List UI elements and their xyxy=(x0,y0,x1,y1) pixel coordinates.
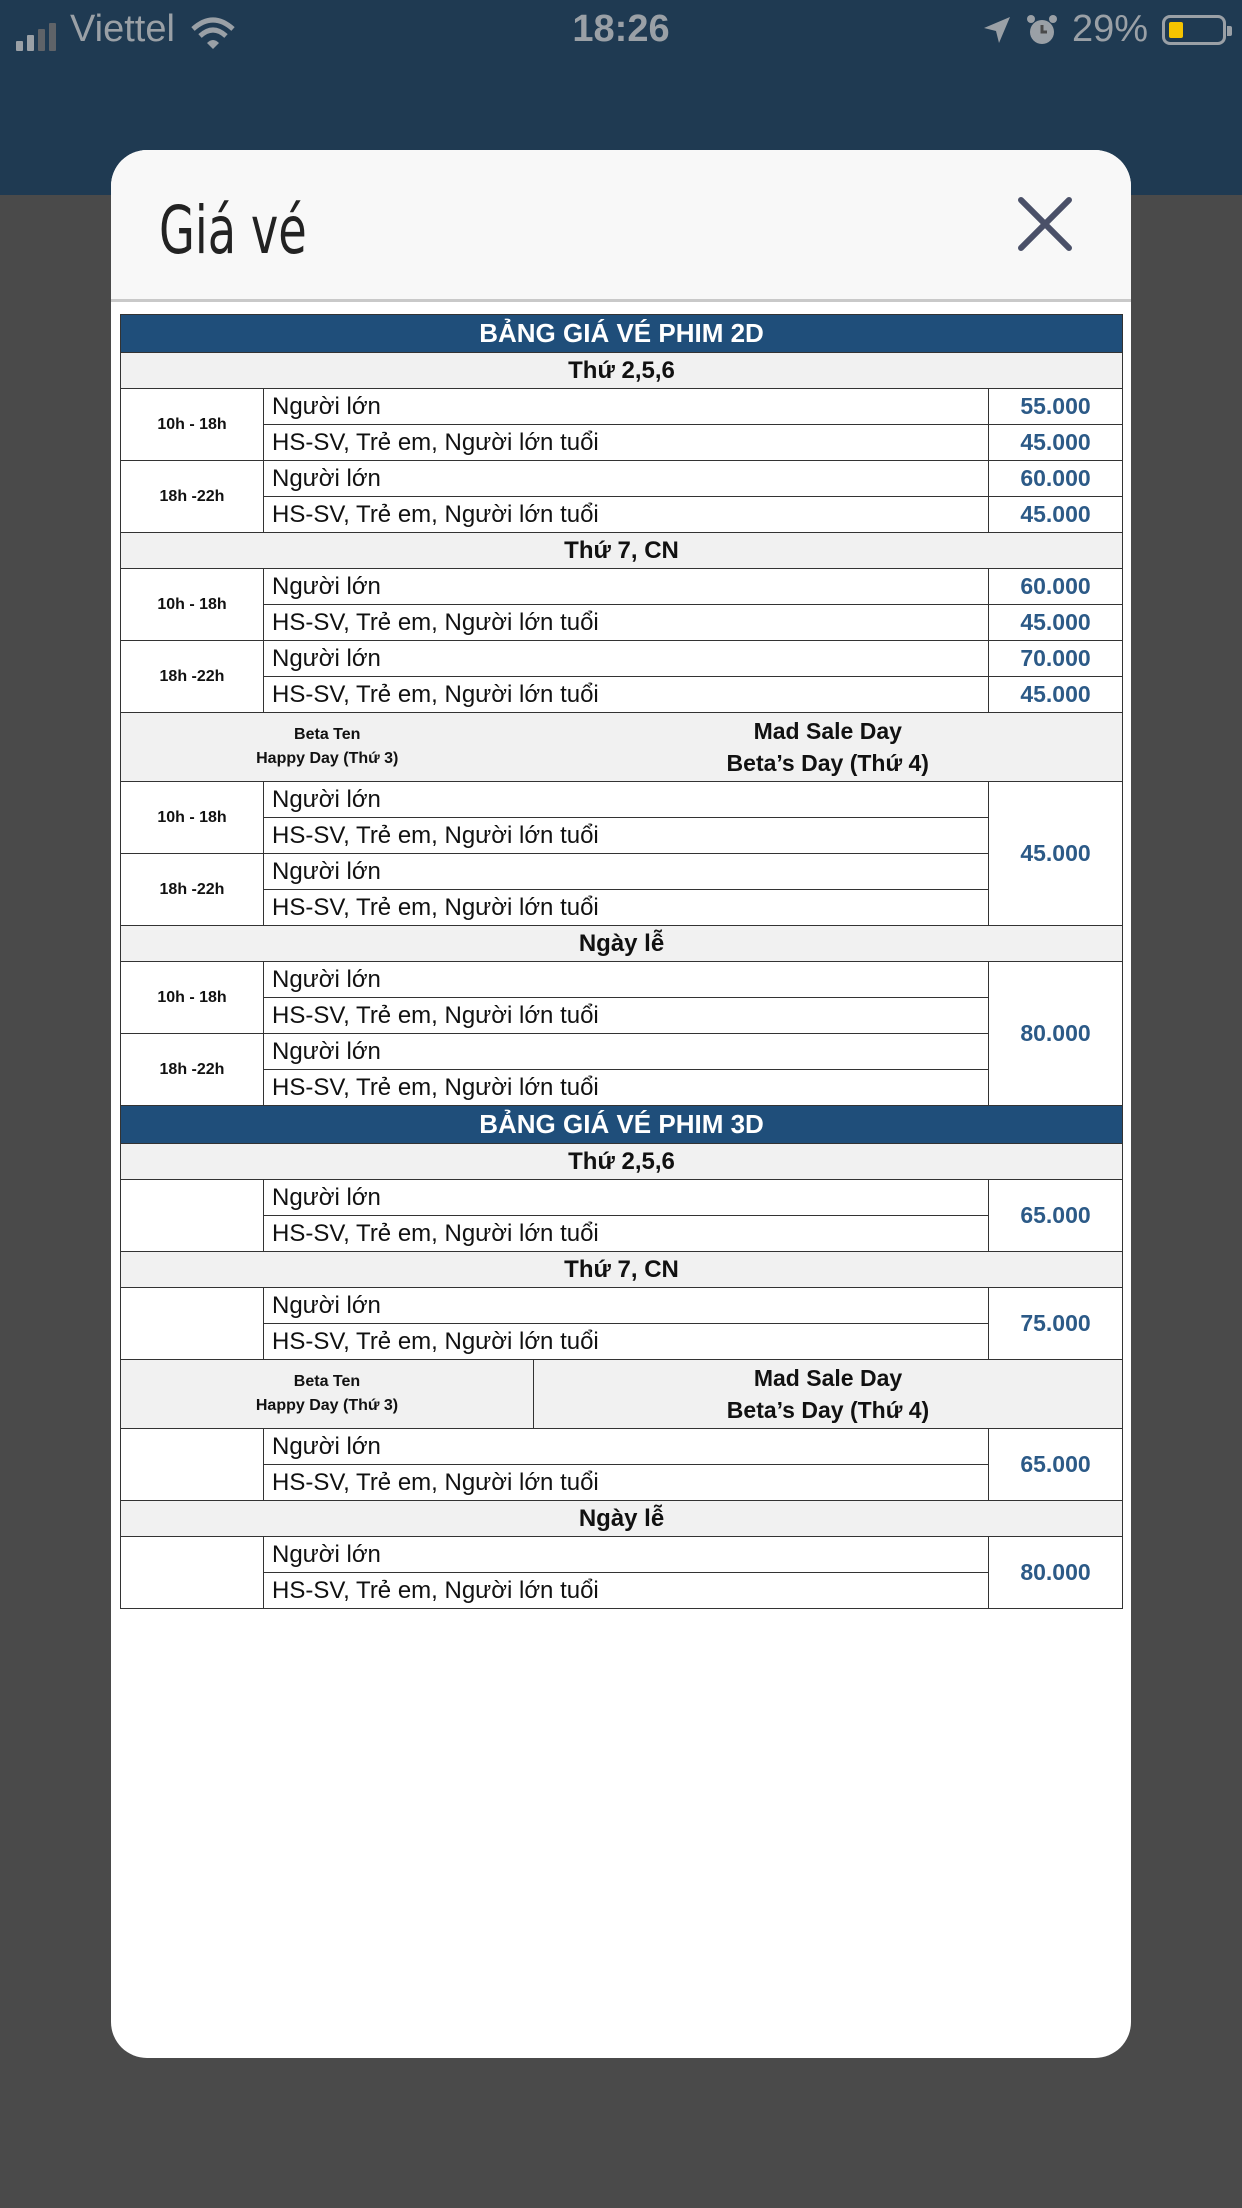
price-value: 70.000 xyxy=(989,641,1123,677)
ticket-type: Người lớn xyxy=(264,389,989,425)
table-row xyxy=(121,461,1123,497)
ticket-type: Người lớn xyxy=(264,962,989,998)
table-row xyxy=(121,1216,1123,1252)
ticket-type: Người lớn xyxy=(264,782,989,818)
ticket-type: Người lớn xyxy=(264,1288,989,1324)
time-slot-empty xyxy=(121,1180,264,1252)
table-row xyxy=(121,389,1123,425)
promo-right-line2: Beta’s Day (Thứ 4) xyxy=(726,1397,930,1423)
ticket-type: HS-SV, Trẻ em, Người lớn tuổi xyxy=(264,1216,989,1252)
table-row xyxy=(121,782,1123,818)
time-slot-empty xyxy=(121,1537,264,1609)
table-row xyxy=(121,1537,1123,1573)
promo-left-line2: Happy Day (Thứ 3) xyxy=(256,750,399,767)
ticket-type: HS-SV, Trẻ em, Người lớn tuổi xyxy=(264,1070,989,1106)
promo-left-line1: Beta Ten xyxy=(294,726,361,743)
time-slot: 10h - 18h xyxy=(121,962,264,1034)
price-value: 80.000 xyxy=(989,1537,1123,1609)
table-row xyxy=(121,854,1123,890)
time-slot: 18h -22h xyxy=(121,461,264,533)
promo-left-line1: Beta Ten xyxy=(293,1373,361,1390)
price-value: 65.000 xyxy=(989,1180,1123,1252)
ticket-type: Người lớn xyxy=(264,1537,989,1573)
time-slot: 10h - 18h xyxy=(121,569,264,641)
table-row xyxy=(121,1573,1123,1609)
table-row xyxy=(121,1034,1123,1070)
price-value: 45.000 xyxy=(989,497,1123,533)
table-day-row: Ngày lễ xyxy=(121,1501,1123,1537)
table-row xyxy=(121,425,1123,461)
close-icon[interactable] xyxy=(1015,194,1075,254)
price-value: 75.000 xyxy=(989,1288,1123,1360)
price-value: 80.000 xyxy=(989,962,1123,1106)
time-slot: 10h - 18h xyxy=(121,782,264,854)
time-slot-empty xyxy=(121,1429,264,1501)
table-row xyxy=(121,890,1123,926)
promo-right-line1: Mad Sale Day xyxy=(753,718,902,744)
time-slot: 10h - 18h xyxy=(121,389,264,461)
modal-title: Giá vé xyxy=(159,192,307,269)
promo-right-line1: Mad Sale Day xyxy=(753,1365,903,1391)
ticket-type: HS-SV, Trẻ em, Người lớn tuổi xyxy=(264,818,989,854)
table-row xyxy=(121,569,1123,605)
table-row xyxy=(121,998,1123,1034)
ticket-type: HS-SV, Trẻ em, Người lớn tuổi xyxy=(264,998,989,1034)
time-slot-empty xyxy=(121,1288,264,1360)
table-promo-row xyxy=(121,713,1123,782)
ticket-type: HS-SV, Trẻ em, Người lớn tuổi xyxy=(264,677,989,713)
table-section-header: BẢNG GIÁ VÉ PHIM 3D xyxy=(121,1106,1123,1144)
ticket-type: HS-SV, Trẻ em, Người lớn tuổi xyxy=(264,605,989,641)
price-value: 60.000 xyxy=(989,569,1123,605)
time-slot: 18h -22h xyxy=(121,1034,264,1106)
table-day-row: Thứ 2,5,6 xyxy=(121,353,1123,389)
table-promo-row xyxy=(121,1360,1123,1429)
promo-right-line2: Beta’s Day (Thứ 4) xyxy=(726,750,929,776)
ticket-type: Người lớn xyxy=(264,1180,989,1216)
price-value: 45.000 xyxy=(989,782,1123,926)
status-bar xyxy=(0,0,1242,62)
table-row xyxy=(121,1180,1123,1216)
ticket-type: HS-SV, Trẻ em, Người lớn tuổi xyxy=(264,1324,989,1360)
price-value: 65.000 xyxy=(989,1429,1123,1501)
table-row xyxy=(121,1324,1123,1360)
time-slot: 18h -22h xyxy=(121,641,264,713)
ticket-type: Người lớn xyxy=(264,1034,989,1070)
table-row xyxy=(121,818,1123,854)
price-value: 60.000 xyxy=(989,461,1123,497)
ticket-type: Người lớn xyxy=(264,569,989,605)
battery-percent: 29% xyxy=(1071,8,1148,50)
ticket-type: Người lớn xyxy=(264,854,989,890)
table-row xyxy=(121,1070,1123,1106)
ticket-type: HS-SV, Trẻ em, Người lớn tuổi xyxy=(264,1573,989,1609)
table-row xyxy=(121,641,1123,677)
price-value: 45.000 xyxy=(989,605,1123,641)
price-value: 45.000 xyxy=(989,425,1123,461)
location-arrow-icon xyxy=(982,15,1012,45)
table-day-row: Thứ 7, CN xyxy=(121,533,1123,569)
table-section-header: BẢNG GIÁ VÉ PHIM 2D xyxy=(121,315,1123,353)
time-slot: 18h -22h xyxy=(121,854,264,926)
table-day-row: Ngày lễ xyxy=(121,926,1123,962)
table-row xyxy=(121,1465,1123,1501)
table-row xyxy=(121,962,1123,998)
table-row xyxy=(121,497,1123,533)
ticket-type: Người lớn xyxy=(264,461,989,497)
ticket-type: Người lớn xyxy=(264,641,989,677)
carrier-name: Viettel xyxy=(70,8,175,50)
alarm-icon xyxy=(1026,14,1058,46)
modal-header xyxy=(111,150,1131,302)
price-value: 55.000 xyxy=(989,389,1123,425)
ticket-type: HS-SV, Trẻ em, Người lớn tuổi xyxy=(264,425,989,461)
table-row xyxy=(121,1288,1123,1324)
table-row xyxy=(121,1429,1123,1465)
battery-icon xyxy=(1162,15,1226,45)
ticket-type: HS-SV, Trẻ em, Người lớn tuổi xyxy=(264,497,989,533)
ticket-type: HS-SV, Trẻ em, Người lớn tuổi xyxy=(264,890,989,926)
table-row xyxy=(121,605,1123,641)
table-row xyxy=(121,677,1123,713)
price-value: 45.000 xyxy=(989,677,1123,713)
status-right xyxy=(982,8,1226,51)
table-day-row: Thứ 7, CN xyxy=(121,1252,1123,1288)
promo-left-line2: Happy Day (Thứ 3) xyxy=(255,1397,399,1414)
price-table xyxy=(120,314,1122,1609)
status-time: 18:26 xyxy=(572,8,670,50)
ticket-type: Người lớn xyxy=(264,1429,989,1465)
ticket-type: HS-SV, Trẻ em, Người lớn tuổi xyxy=(264,1465,989,1501)
table-day-row: Thứ 2,5,6 xyxy=(121,1144,1123,1180)
price-modal xyxy=(111,150,1131,2058)
